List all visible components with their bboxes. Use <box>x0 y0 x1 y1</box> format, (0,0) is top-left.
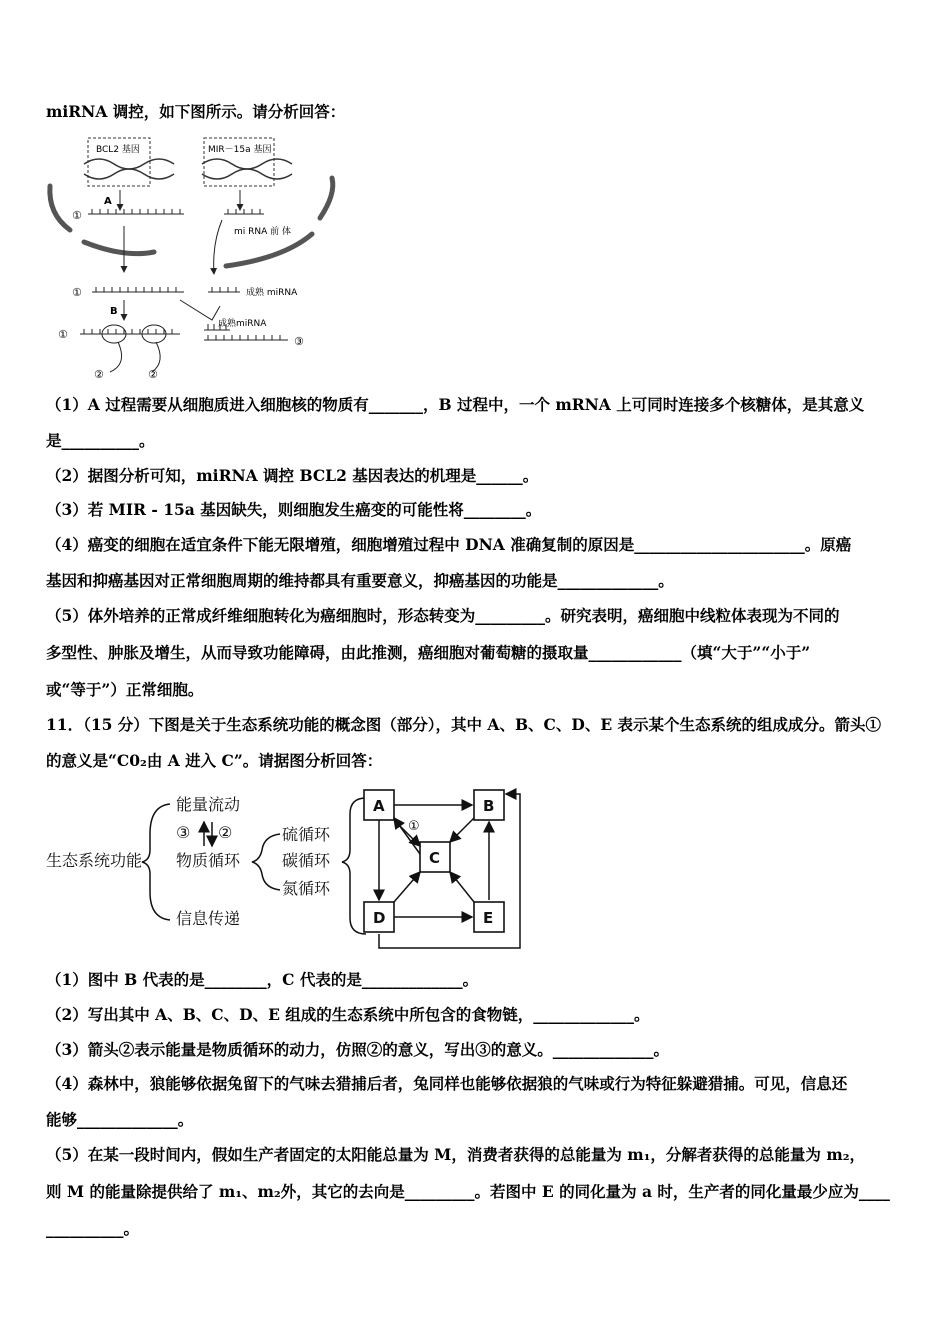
q10-line-6: 基因和抑癌基因对正常细胞周期的维持都具有重要意义，抑癌基因的功能是_____________。 <box>46 571 674 590</box>
node-d: D <box>373 909 386 927</box>
bcl2-label: BCL2 基因 <box>96 145 140 155</box>
ecosystem-diagram <box>44 784 534 954</box>
q10-line-7: （5）体外培养的正常成纤维细胞转化为癌细胞时，形态转变为_________。研究表明，癌细胞中线粒体表现为不同的 <box>46 606 840 625</box>
mature-label-2: 成熟miRNA <box>218 319 267 329</box>
circle-1-b: ① <box>72 286 82 299</box>
q11-line-8: __________。 <box>46 1219 140 1238</box>
q10-line-2: 是__________。 <box>46 431 155 450</box>
q11-line-7: 则 M 的能量除提供给了 m₁、m₂外，其它的去向是_________。若图中 E 的同化量为 a 时，生产者的同化量最少应为____ <box>46 1182 890 1201</box>
q11-head-2: 的意义是“C0₂由 A 进入 C”。请据图分析回答： <box>46 751 383 770</box>
q10-line-9: 或“等于”）正常细胞。 <box>46 680 204 699</box>
a-label: A <box>104 196 112 207</box>
mir-label: MIR－15a 基因 <box>208 145 272 155</box>
mi-pre-label: mi RNA 前 体 <box>234 227 291 237</box>
node-e: E <box>483 909 494 927</box>
q11-line-2: （2）写出其中 A、B、C、D、E 组成的生态系统中所包含的食物链，_____________。 <box>46 1005 650 1024</box>
circle-3-label: ③ <box>176 823 191 842</box>
c-cycle-label: 碳循环 <box>282 851 331 870</box>
node-c: C <box>429 849 441 867</box>
q10-line-4: （3）若 MIR - 15a 基因缺失，则细胞发生癌变的可能性将________。 <box>46 500 542 519</box>
q10-line-1: （1）A 过程需要从细胞质进入细胞核的物质有_______，B 过程中，一个 mRNA 上可同时连接多个核糖体，是其意义 <box>46 395 865 414</box>
node-b: B <box>483 797 495 815</box>
s-cycle-label: 硫循环 <box>282 825 331 844</box>
node-a: A <box>373 797 385 815</box>
mature-label-1: 成熟 miRNA <box>246 288 298 298</box>
mirna-diagram <box>44 134 340 386</box>
q11-line-3: （3）箭头②表示能量是物质循环的动力，仿照②的意义，写出③的意义。_____________。 <box>46 1040 670 1059</box>
matter-label: 物质循环 <box>176 851 241 870</box>
circle-3: ③ <box>294 335 304 348</box>
root-label: 生态系统功能 <box>46 851 143 870</box>
q10-line-5: （4）癌变的细胞在适宜条件下能无限增殖，细胞增殖过程中 DNA 准确复制的原因是______________________。原癌 <box>46 535 852 554</box>
circle-1-c: ① <box>58 328 68 341</box>
intro-line: miRNA 调控，如下图所示。请分析回答： <box>46 102 346 121</box>
circle-2-label: ② <box>218 823 233 842</box>
q10-line-8: 多型性、肿胀及增生，从而导致功能障碍，由此推测，癌细胞对葡萄糖的摄取量____________（填“大于”“小于” <box>46 643 811 662</box>
q11-head-1: 11．（15 分）下图是关于生态系统功能的概念图（部分），其中 A、B、C、D、E 表示某个生态系统的组成成分。箭头① <box>46 715 882 734</box>
n-cycle-label: 氮循环 <box>282 879 331 898</box>
q10-line-3: （2）据图分析可知，miRNA 调控 BCL2 基因表达的机理是______。 <box>46 466 539 485</box>
b-label: B <box>110 306 118 317</box>
energy-label: 能量流动 <box>176 795 241 814</box>
q11-line-6: （5）在某一段时间内，假如生产者固定的太阳能总量为 M，消费者获得的总能量为 m₁，分解者获得的总能量为 m₂， <box>46 1145 866 1164</box>
q11-line-1: （1）图中 B 代表的是________，C 代表的是_____________。 <box>46 970 479 989</box>
q11-line-4: （4）森林中，狼能够依据兔留下的气味去猎捕后者，兔同样也能够依据狼的气味或行为特征躲避猎捕。可见，信息还 <box>46 1074 848 1093</box>
info-label: 信息传递 <box>176 909 241 928</box>
arrow-1-label: ① <box>408 819 420 834</box>
circle-2-a: ② <box>94 368 104 381</box>
circle-2-b: ② <box>148 368 158 381</box>
q11-line-5: 能够_____________。 <box>46 1110 194 1129</box>
circle-1-a: ① <box>72 209 82 222</box>
